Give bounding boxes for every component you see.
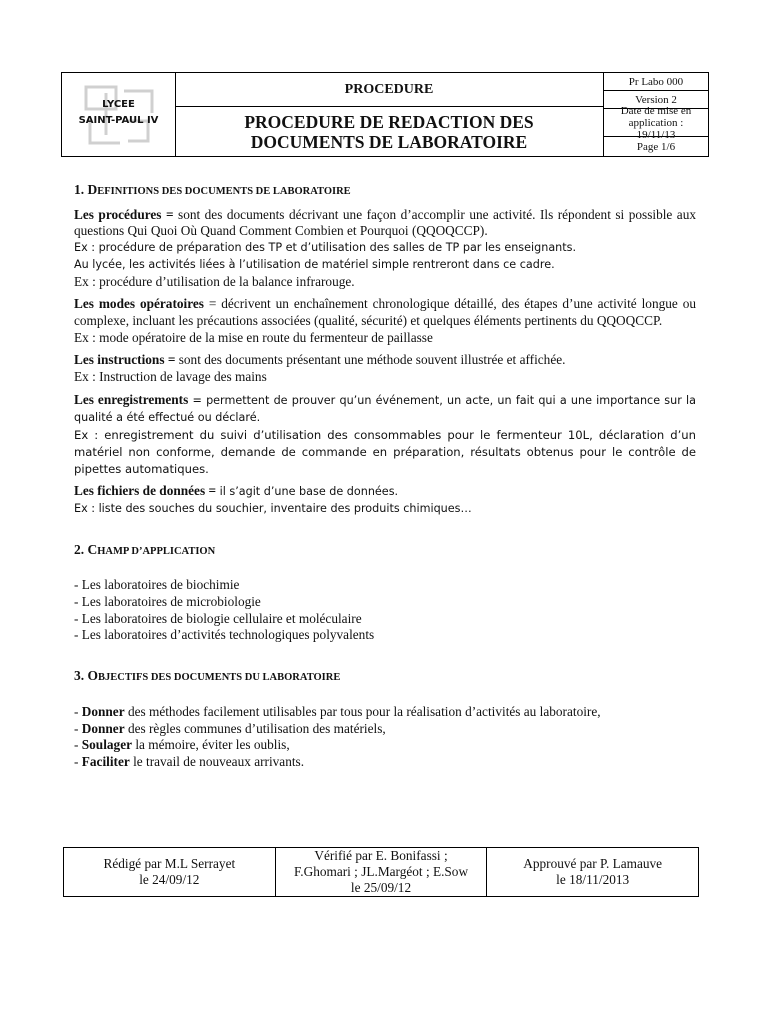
- objective-item: [74, 754, 696, 771]
- scope-item: - Les laboratoires d’activités technologiques polyvalents: [74, 627, 375, 643]
- doc-type: PROCEDURE: [175, 73, 603, 107]
- section-1-title: [74, 182, 696, 201]
- doc-title-line-1: PROCEDURE DE REDACTION DES: [244, 111, 534, 132]
- def-procedures-ex1: Ex : procédure de préparation des TP et d’utilisation des salles de TP par les enseignants.: [74, 241, 577, 255]
- term-modes: Les modes opératoires: [74, 296, 204, 312]
- objective-lead: -: [74, 753, 82, 769]
- def-enregistrements: [74, 392, 696, 427]
- objective-lead: -: [74, 703, 82, 719]
- section-2-rest: HAMP D’APPLICATION: [97, 545, 216, 557]
- section-2-title: [74, 542, 696, 561]
- header-table: [61, 72, 709, 157]
- def-procedures-ex2: Au lycée, les activités liées à l’utilisation de matériel simple rentreront dans ce cadre.: [74, 257, 555, 271]
- application-date-label: Date de mise en application :: [620, 104, 692, 129]
- written-by: Rédigé par M.L Serrayet: [103, 856, 236, 871]
- objective-text: des méthodes facilement utilisables par tous pour la réalisation d’activités au laboratoire,: [124, 703, 601, 719]
- section-1-rest: EFINITIONS DES DOCUMENTS DE LABORATOIRE: [97, 186, 351, 197]
- section-3-rest: BJECTIFS DES DOCUMENTS DU LABORATOIRE: [98, 672, 341, 684]
- verified-by-1: Vérifié par E. Bonifassi ;: [314, 848, 448, 863]
- objective-lead: -: [74, 737, 82, 753]
- application-date-value: 19/11/13: [636, 128, 676, 141]
- objective-item: [74, 737, 696, 754]
- application-date: [604, 104, 708, 141]
- school-logo-cell: [62, 73, 176, 156]
- section-3-num: 3.: [74, 668, 88, 684]
- written-date: le 24/09/12: [139, 872, 200, 887]
- def-modes: [74, 296, 696, 329]
- doc-title-line-2: DOCUMENTS DE LABORATOIRE: [250, 131, 528, 152]
- section-1-num: 1.: [74, 182, 88, 197]
- objective-text: des règles communes d’utilisation des matériels,: [124, 720, 386, 736]
- verified-by-cell: [276, 848, 488, 896]
- def-enregistrements-ex: Ex : enregistrement du suivi d’utilisation des consommables pour le fermenteur 10L, déclaration d’un matériel non conforme, demande de commande en préparation, résultats obtenus pour le contrôle de pipettes automatiques.: [74, 428, 696, 476]
- approved-date: le 18/11/2013: [556, 872, 630, 887]
- def-instructions: [74, 352, 696, 369]
- def-instructions-text: sont des documents présentant une méthode souvent illustrée et affichée.: [175, 352, 566, 368]
- approval-table: [63, 847, 699, 897]
- def-modes-ex: Ex : mode opératoire de la mise en route du fermenteur de paillasse: [74, 329, 433, 345]
- doc-ref: Pr Labo 000: [604, 73, 708, 91]
- doc-title: [175, 107, 603, 156]
- header-title-cell: [175, 73, 604, 156]
- objective-verb: Faciliter: [81, 753, 130, 769]
- def-fichiers: [74, 483, 696, 501]
- scope-item: - Les laboratoires de biochimie: [74, 577, 240, 593]
- scope-item: - Les laboratoires de microbiologie: [74, 594, 261, 610]
- logo-line-1: LYCEE: [102, 99, 135, 110]
- page-number: Page 1/6: [636, 140, 676, 153]
- doc-version: Version 2: [604, 91, 708, 109]
- header-meta-cell: [604, 73, 708, 156]
- objective-item: [74, 721, 696, 738]
- def-procedures: [74, 207, 696, 240]
- scope-item: - Les laboratoires de biologie cellulaire et moléculaire: [74, 610, 362, 626]
- section-3-cap: O: [87, 668, 99, 684]
- objective-lead: -: [74, 720, 82, 736]
- def-fichiers-text: il s’agit d’une base de données.: [216, 485, 399, 499]
- approved-by: Approuvé par P. Lamauve: [523, 856, 663, 871]
- def-fichiers-ex: Ex : liste des souches du souchier, inventaire des produits chimiques…: [74, 501, 472, 515]
- objective-text: la mémoire, éviter les oublis,: [132, 737, 290, 753]
- verified-date: le 25/09/12: [350, 880, 412, 895]
- objective-verb: Donner: [81, 703, 125, 719]
- section-2-num: 2.: [74, 541, 88, 557]
- def-enregistrements-text: = permettent de prouver qu’un événement, un acte, un fait qui a une importance sur la qualité a été effectué ou déclaré.: [74, 393, 696, 425]
- term-enregistrements: Les enregistrements: [74, 391, 189, 407]
- term-instructions: Les instructions =: [74, 352, 176, 368]
- term-procedures: Les procédures =: [74, 206, 174, 222]
- section-1-cap: D: [87, 182, 98, 197]
- verified-by-2: F.Ghomari ; JL.Margéot ; E.Sow: [293, 864, 469, 879]
- def-modes-text: = décrivent un enchaînement chronologique détaillé, des étapes d’une activité longue ou complexe, incluant les précautions associées (qualité, sécurité) et quelques éléments pertinents du QQOQCCP.: [74, 296, 696, 328]
- def-procedures-text: sont des documents décrivant une façon d’accomplir une activité. Ils répondent si possible aux questions Qui Quoi Où Quand Comment Combien et Pourquoi (QQOQCCP).: [74, 206, 696, 239]
- objective-item: [74, 704, 696, 721]
- written-by-cell: [64, 848, 276, 896]
- def-instructions-ex: Ex : Instruction de lavage des mains: [74, 369, 267, 385]
- approved-by-cell: [487, 848, 698, 896]
- objective-verb: Donner: [81, 720, 125, 736]
- document-body: [74, 182, 696, 771]
- term-fichiers: Les fichiers de données =: [74, 483, 217, 499]
- objective-verb: Soulager: [81, 737, 132, 753]
- section-2-cap: C: [87, 541, 98, 557]
- section-3-title: [74, 668, 696, 687]
- def-procedures-ex3: Ex : procédure d’utilisation de la balance infrarouge.: [74, 273, 355, 289]
- logo-line-2: SAINT-PAUL IV: [78, 115, 159, 126]
- objective-text: le travail de nouveaux arrivants.: [129, 753, 305, 769]
